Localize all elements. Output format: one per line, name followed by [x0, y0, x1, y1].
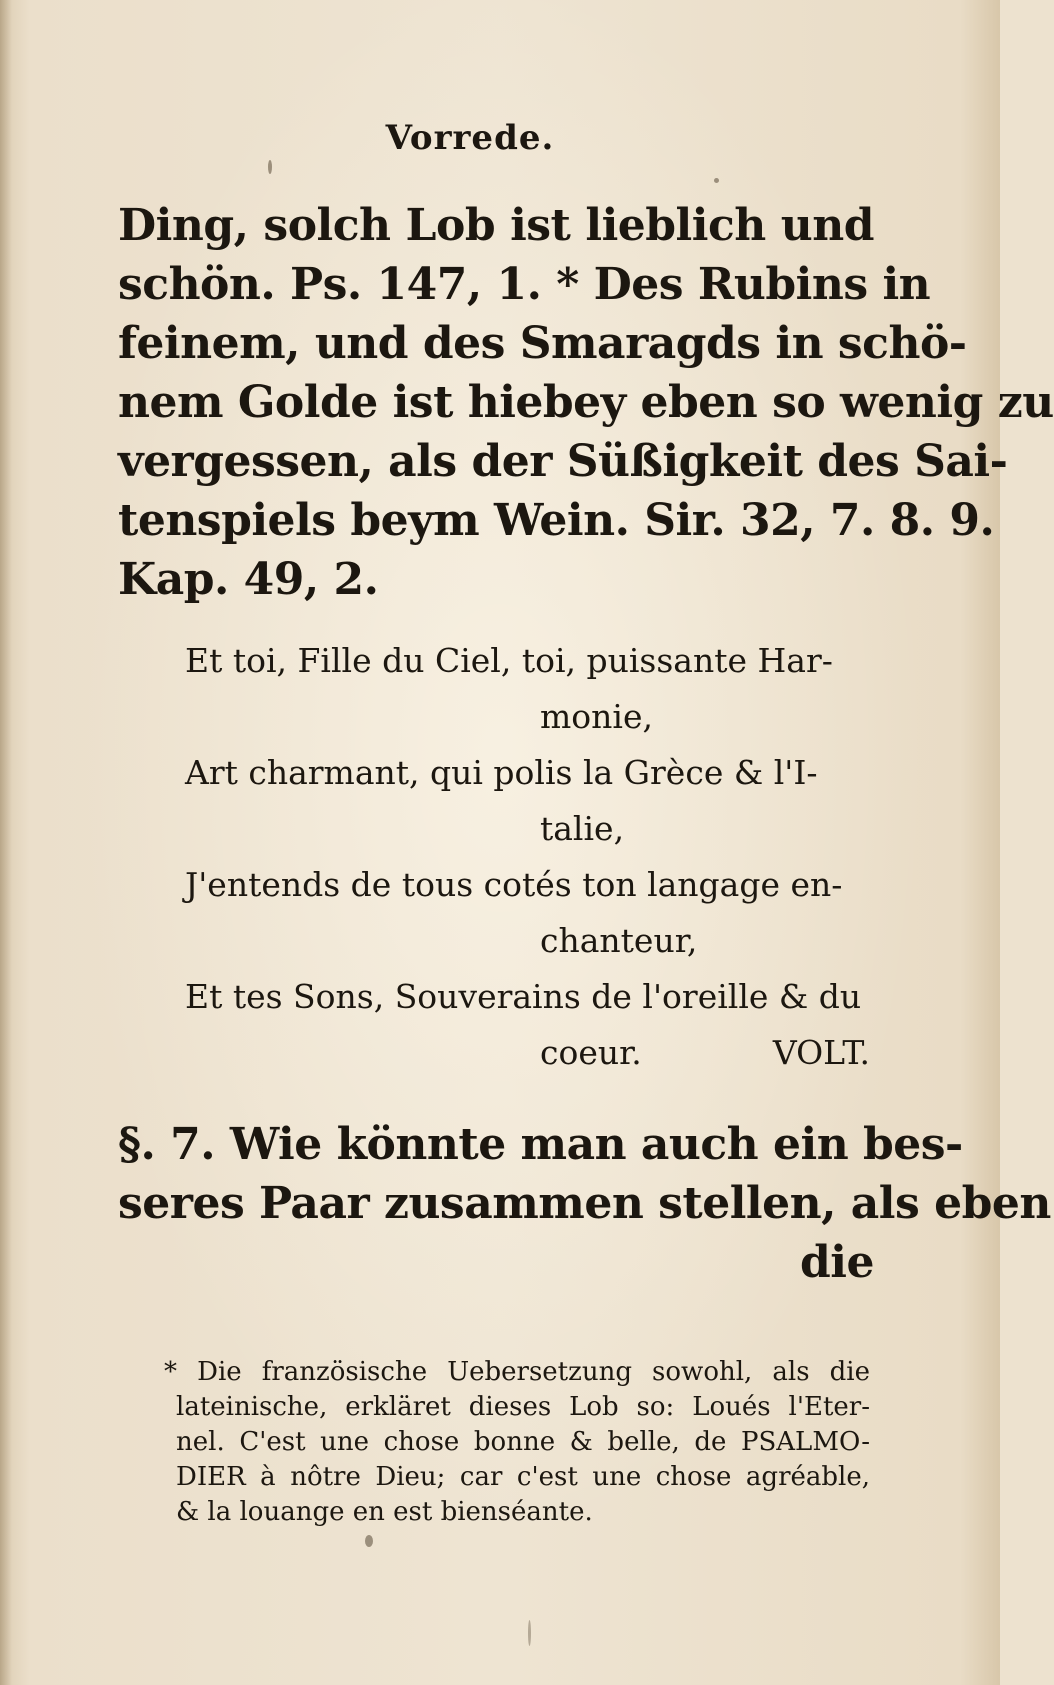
footnote-line: DIER à nôtre Dieu; car c'est une chose agréable, [176, 1462, 870, 1492]
catchword: die [800, 1237, 874, 1288]
ink-speck [714, 178, 719, 183]
paragraph-2-line: seres Paar zusammen stellen, als eben [118, 1178, 1051, 1229]
verse-line-continuation: monie, [540, 697, 653, 736]
paragraph-2-line: §. 7. Wie könnte man auch ein bes- [118, 1119, 963, 1170]
paragraph-2 [118, 1115, 1051, 1292]
running-head: Vorrede. [385, 118, 555, 158]
paragraph-1-line: Ding, solch Lob ist lieblich und [118, 200, 874, 251]
paragraph-1-line: tenspiels beym Wein. Sir. 32, 7. 8. 9. [118, 495, 995, 546]
verse-last-row [185, 1025, 870, 1081]
footnote [164, 1355, 870, 1530]
verse-line-continuation: talie, [540, 809, 625, 848]
verse-line-continuation: coeur. [540, 1033, 642, 1072]
paragraph-1-line: nem Golde ist hiebey eben so wenig zu [118, 377, 1054, 428]
footnote-line: lateinische, erkläret dieses Lob so: Loués l'Eter- [176, 1392, 870, 1422]
page-edge-shadow [0, 0, 12, 1685]
paragraph-1-line: schön. Ps. 147, 1. * Des Rubins in [118, 259, 931, 310]
footnote-line: & la louange en est bienséante. [176, 1497, 593, 1527]
ink-speck [268, 160, 272, 174]
paragraph-1-line: Kap. 49, 2. [118, 554, 379, 605]
verse-line: J'entends de tous cotés ton langage en- [185, 865, 843, 904]
paragraph-1 [118, 196, 1054, 609]
ink-speck [365, 1535, 373, 1547]
paragraph-1-line: vergessen, als der Süßigkeit des Sai- [118, 436, 1008, 487]
verse-signature: VOLT. [772, 1033, 870, 1072]
verse-line: Et toi, Fille du Ciel, toi, puissante Har- [185, 641, 833, 680]
footnote-line: * Die französische Uebersetzung sowohl, als die [164, 1357, 870, 1387]
footnote-line: nel. C'est une chose bonne & belle, de PSALMO- [176, 1427, 870, 1457]
ink-speck [528, 1620, 531, 1646]
verse-line: Et tes Sons, Souverains de l'oreille & du [185, 977, 862, 1016]
paragraph-1-line: feinem, und des Smaragds in schö- [118, 318, 967, 369]
french-verse-quote [185, 633, 870, 1081]
verse-line-continuation: chanteur, [540, 921, 698, 960]
verse-line: Art charmant, qui polis la Grèce & l'I- [185, 753, 818, 792]
